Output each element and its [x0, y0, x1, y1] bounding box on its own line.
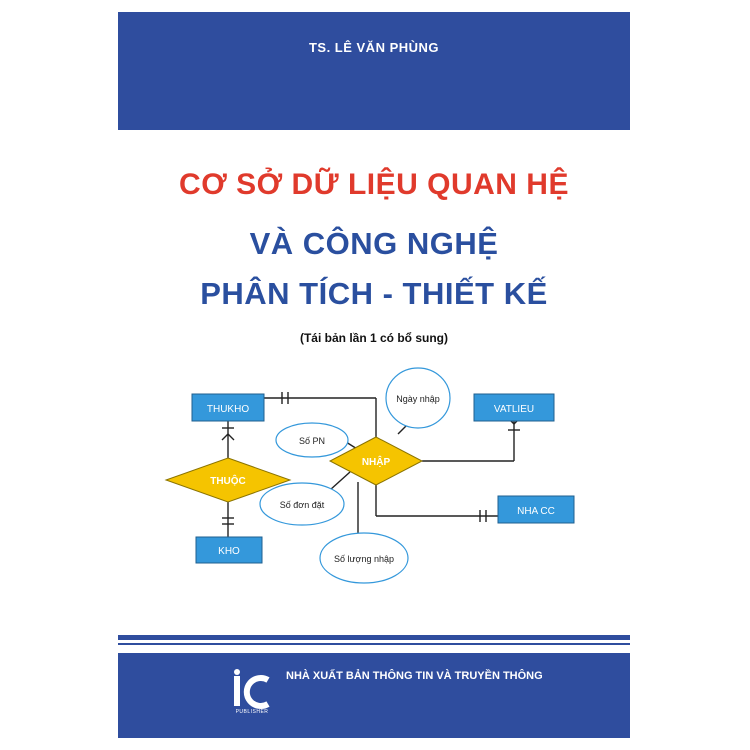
entity-vatlieu: [474, 394, 554, 421]
entity-vatlieu-label: VATLIEU: [493, 404, 535, 415]
entity-nhacc: [498, 496, 574, 523]
attribute-so-pn-label: Số PN: [298, 436, 326, 446]
entity-thukho: [192, 394, 264, 421]
divider-thick: [118, 635, 630, 640]
attribute-ngay-nhap: [386, 368, 450, 428]
book-cover: [118, 12, 630, 738]
divider-thin: [118, 643, 630, 645]
author-name: TS. LÊ VĂN PHÙNG: [308, 40, 440, 55]
relationship-nhap-label: NHẬP: [361, 457, 391, 468]
attribute-ngay-nhap-label: Ngày nhập: [396, 394, 440, 404]
title-line-1: CƠ SỞ DỮ LIỆU QUAN HỆ: [179, 168, 569, 201]
entity-nhacc-label: NHA CC: [517, 506, 555, 517]
attribute-so-don-dat-label: Số đơn đặt: [279, 500, 325, 510]
attribute-so-pn: [276, 423, 348, 457]
title-line-3: PHÂN TÍCH - THIẾT KẾ: [200, 276, 548, 311]
publisher-name: NHÀ XUẤT BẢN THÔNG TIN VÀ TRUYỀN THÔNG: [286, 670, 543, 682]
entity-kho: [196, 537, 262, 563]
entity-thukho-label: THUKHO: [206, 404, 250, 415]
logo-text: PUBLISHER: [235, 709, 269, 715]
relationship-thuoc-label: THUỘC: [210, 476, 246, 487]
bottom-band: [118, 653, 630, 738]
title-line-2: VÀ CÔNG NGHỆ: [249, 226, 499, 261]
attribute-so-luong-nhap-label: Số lượng nhập: [334, 554, 394, 564]
er-diagram: [118, 12, 630, 738]
line-sodondat: [330, 472, 350, 490]
entity-kho-label: KHO: [218, 546, 240, 557]
attribute-so-luong-nhap: [320, 533, 408, 583]
edition-note: (Tái bản lần 1 có bổ sung): [299, 331, 448, 345]
attribute-so-don-dat: [260, 483, 344, 525]
